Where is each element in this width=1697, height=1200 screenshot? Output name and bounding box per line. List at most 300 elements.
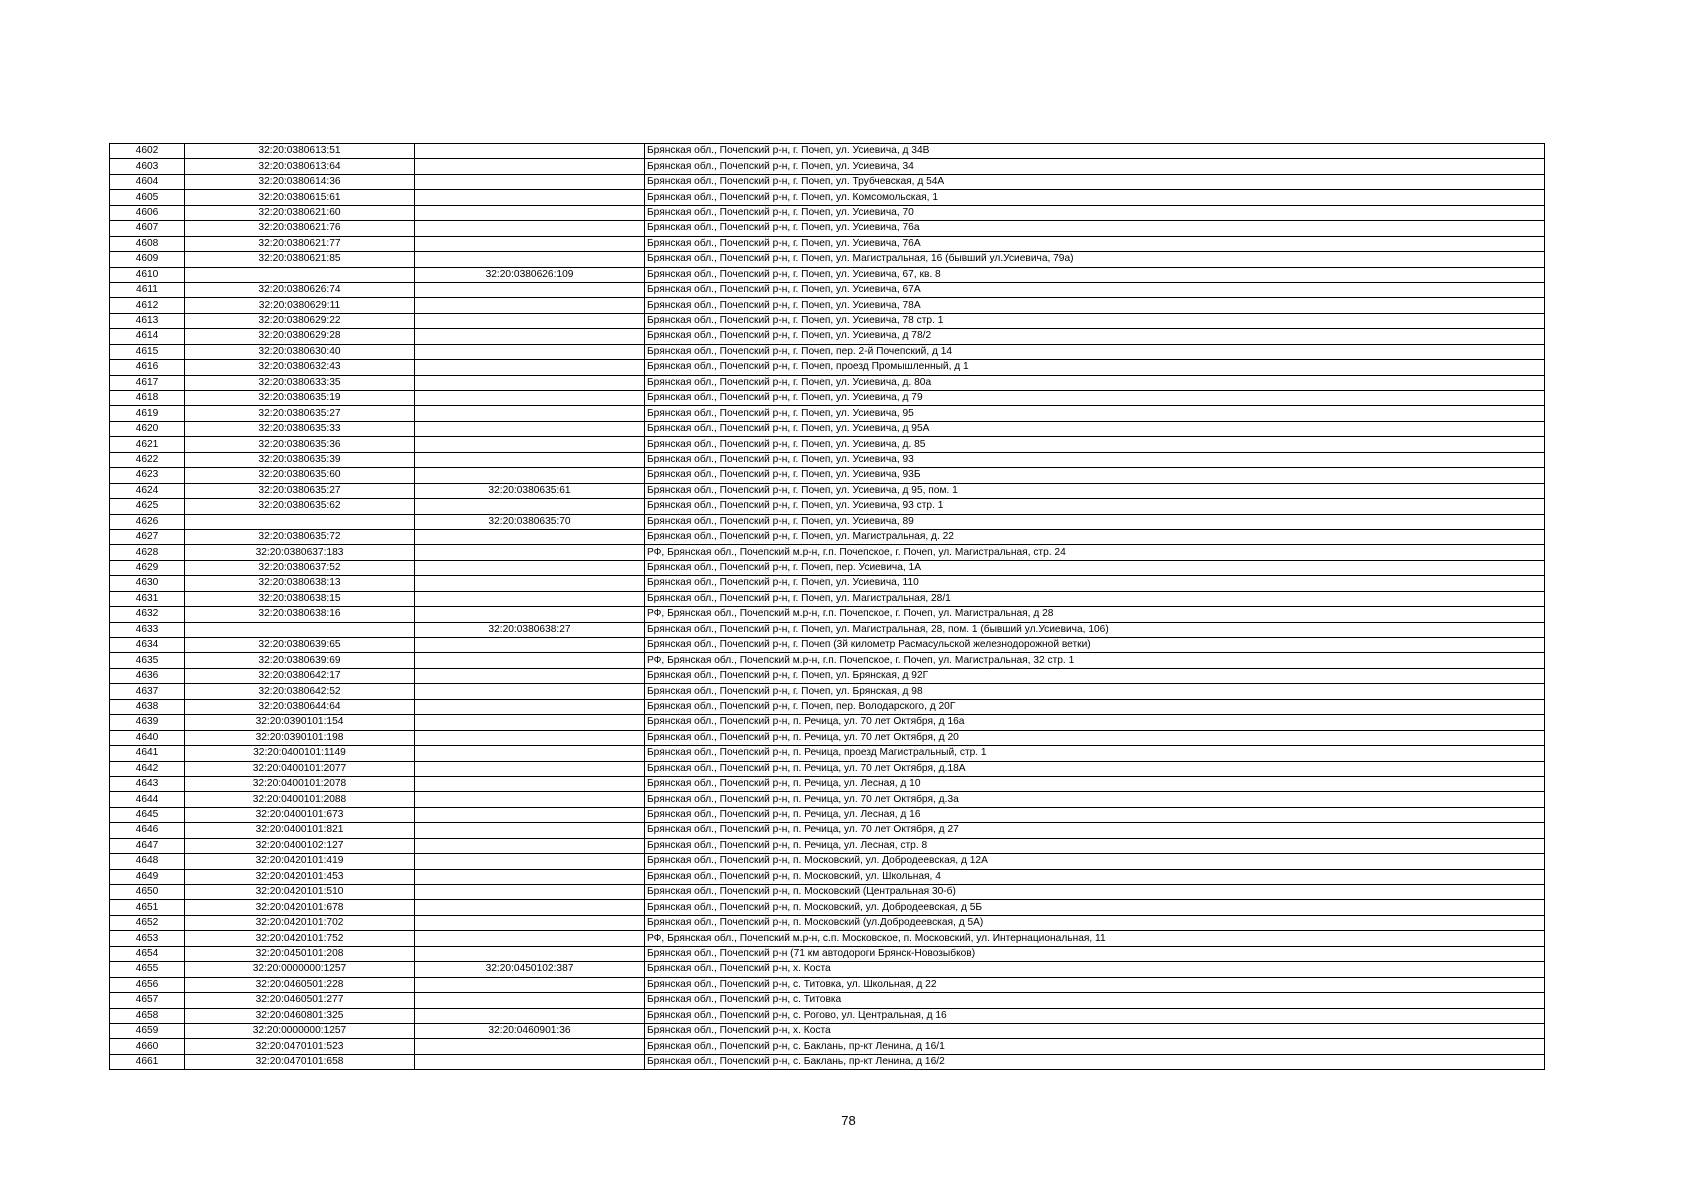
address-cell: РФ, Брянская обл., Почепский м.р-н, г.п. Почепское, г. Почеп, ул. Магистральная, 32 стр. 1: [645, 653, 1545, 668]
table-row: [110, 159, 1545, 174]
cadastral-number-cell: 32:20:0420101:752: [185, 931, 415, 946]
row-number-cell: 4645: [110, 807, 185, 822]
row-number-cell: 4610: [110, 267, 185, 282]
address-cell: Брянская обл., Почепский р-н, г. Почеп, проезд Промышленный, д 1: [645, 360, 1545, 375]
related-cadastral-number-cell: [415, 298, 645, 313]
table-row: [110, 776, 1545, 791]
row-number-cell: 4643: [110, 776, 185, 791]
address-cell: Брянская обл., Почепский р-н, х. Коста: [645, 1023, 1545, 1038]
row-number-cell: 4656: [110, 977, 185, 992]
row-number-cell: 4634: [110, 638, 185, 653]
table-row: [110, 668, 1545, 683]
related-cadastral-number-cell: [415, 360, 645, 375]
row-number-cell: 4613: [110, 313, 185, 328]
address-cell: Брянская обл., Почепский р-н, г. Почеп, ул. Усиевича, д 78/2: [645, 329, 1545, 344]
row-number-cell: 4652: [110, 915, 185, 930]
row-number-cell: 4631: [110, 591, 185, 606]
address-cell: Брянская обл., Почепский р-н, г. Почеп, пер. Усиевича, 1А: [645, 560, 1545, 575]
table-row: [110, 1023, 1545, 1038]
cadastral-number-cell: 32:20:0380614:36: [185, 174, 415, 189]
table-row: [110, 715, 1545, 730]
address-cell: Брянская обл., Почепский р-н, с. Баклань, пр-кт Ленина, д 16/2: [645, 1054, 1545, 1069]
related-cadastral-number-cell: [415, 591, 645, 606]
row-number-cell: 4617: [110, 375, 185, 390]
related-cadastral-number-cell: [415, 406, 645, 421]
cadastral-number-cell: 32:20:0460501:277: [185, 993, 415, 1008]
address-cell: Брянская обл., Почепский р-н, с. Титовка: [645, 993, 1545, 1008]
address-cell: Брянская обл., Почепский р-н, п. Речица, ул. 70 лет Октября, д 16а: [645, 715, 1545, 730]
row-number-cell: 4632: [110, 607, 185, 622]
address-cell: Брянская обл., Почепский р-н, г. Почеп, ул. Усиевича, д 34В: [645, 144, 1545, 159]
table-row: [110, 746, 1545, 761]
cadastral-number-cell: 32:20:0380639:65: [185, 638, 415, 653]
address-cell: Брянская обл., Почепский р-н, г. Почеп, ул. Усиевича, д 79: [645, 391, 1545, 406]
cadastral-number-cell: 32:20:0400101:2078: [185, 776, 415, 791]
address-cell: Брянская обл., Почепский р-н, г. Почеп, ул. Усиевича, 67, кв. 8: [645, 267, 1545, 282]
table-row: [110, 468, 1545, 483]
table-row: [110, 221, 1545, 236]
table-row: [110, 885, 1545, 900]
cadastral-number-cell: 32:20:0380629:11: [185, 298, 415, 313]
address-cell: Брянская обл., Почепский р-н, п. Речица, ул. 70 лет Октября, д 20: [645, 730, 1545, 745]
related-cadastral-number-cell: [415, 499, 645, 514]
row-number-cell: 4649: [110, 869, 185, 884]
address-cell: Брянская обл., Почепский р-н, п. Московский, ул. Добродеевская, д 5Б: [645, 900, 1545, 915]
table-row: [110, 174, 1545, 189]
cadastral-number-cell: 32:20:0400101:1149: [185, 746, 415, 761]
address-cell: Брянская обл., Почепский р-н, г. Почеп, ул. Усиевича, 76А: [645, 236, 1545, 251]
cadastral-number-cell: 32:20:0380635:36: [185, 437, 415, 452]
address-cell: Брянская обл., Почепский р-н, п. Речица, ул. Лесная, д 16: [645, 807, 1545, 822]
cadastral-number-cell: 32:20:0380635:19: [185, 391, 415, 406]
address-cell: Брянская обл., Почепский р-н, г. Почеп, ул. Усиевича, 70: [645, 205, 1545, 220]
cadastral-number-cell: 32:20:0380621:76: [185, 221, 415, 236]
address-cell: Брянская обл., Почепский р-н, г. Почеп, ул. Брянская, д 92Г: [645, 668, 1545, 683]
registry-table: [109, 143, 1545, 1070]
row-number-cell: 4615: [110, 344, 185, 359]
cadastral-number-cell: 32:20:0380635:27: [185, 406, 415, 421]
row-number-cell: 4636: [110, 668, 185, 683]
cadastral-number-cell: 32:20:0420101:678: [185, 900, 415, 915]
address-cell: Брянская обл., Почепский р-н, г. Почеп, ул. Усиевича, 93: [645, 452, 1545, 467]
row-number-cell: 4619: [110, 406, 185, 421]
related-cadastral-number-cell: [415, 638, 645, 653]
cadastral-number-cell: 32:20:0400102:127: [185, 838, 415, 853]
row-number-cell: 4605: [110, 190, 185, 205]
address-cell: Брянская обл., Почепский р-н, п. Московский (ул.Добродеевская, д 5А): [645, 915, 1545, 930]
related-cadastral-number-cell: [415, 252, 645, 267]
address-cell: Брянская обл., Почепский р-н, п. Речица, проезд Магистральный, стр. 1: [645, 746, 1545, 761]
table-row: [110, 792, 1545, 807]
related-cadastral-number-cell: [415, 159, 645, 174]
address-cell: Брянская обл., Почепский р-н, п. Московский (Центральная 30-б): [645, 885, 1545, 900]
related-cadastral-number-cell: [415, 344, 645, 359]
cadastral-number-cell: 32:20:0380635:27: [185, 483, 415, 498]
cadastral-number-cell: 32:20:0420101:453: [185, 869, 415, 884]
related-cadastral-number-cell: 32:20:0380626:109: [415, 267, 645, 282]
address-cell: Брянская обл., Почепский р-н, г. Почеп, ул. Магистральная, 28/1: [645, 591, 1545, 606]
related-cadastral-number-cell: [415, 545, 645, 560]
related-cadastral-number-cell: [415, 838, 645, 853]
table-row: [110, 252, 1545, 267]
related-cadastral-number-cell: [415, 653, 645, 668]
cadastral-number-cell: 32:20:0420101:419: [185, 854, 415, 869]
row-number-cell: 4641: [110, 746, 185, 761]
cadastral-number-cell: 32:20:0460801:325: [185, 1008, 415, 1023]
table-row: [110, 560, 1545, 575]
related-cadastral-number-cell: [415, 437, 645, 452]
row-number-cell: 4644: [110, 792, 185, 807]
row-number-cell: 4623: [110, 468, 185, 483]
cadastral-number-cell: 32:20:0380621:85: [185, 252, 415, 267]
row-number-cell: 4608: [110, 236, 185, 251]
row-number-cell: 4647: [110, 838, 185, 853]
address-cell: Брянская обл., Почепский р-н, г. Почеп, ул. Усиевича, 95: [645, 406, 1545, 421]
cadastral-number-cell: 32:20:0470101:658: [185, 1054, 415, 1069]
row-number-cell: 4621: [110, 437, 185, 452]
cadastral-number-cell: 32:20:0380613:64: [185, 159, 415, 174]
related-cadastral-number-cell: [415, 468, 645, 483]
related-cadastral-number-cell: 32:20:0380635:61: [415, 483, 645, 498]
address-cell: Брянская обл., Почепский р-н, г. Почеп, ул. Усиевича, 78А: [645, 298, 1545, 313]
address-cell: Брянская обл., Почепский р-н, г. Почеп, ул. Усиевича, д 95А: [645, 421, 1545, 436]
address-cell: Брянская обл., Почепский р-н, г. Почеп, ул. Усиевича, 34: [645, 159, 1545, 174]
related-cadastral-number-cell: [415, 452, 645, 467]
row-number-cell: 4614: [110, 329, 185, 344]
address-cell: РФ, Брянская обл., Почепский м.р-н, с.п. Московское, п. Московский, ул. Интернациональная, 11: [645, 931, 1545, 946]
cadastral-number-cell: 32:20:0400101:2077: [185, 761, 415, 776]
table-row: [110, 298, 1545, 313]
row-number-cell: 4648: [110, 854, 185, 869]
related-cadastral-number-cell: [415, 761, 645, 776]
table-row: [110, 375, 1545, 390]
table-row: [110, 236, 1545, 251]
address-cell: Брянская обл., Почепский р-н, п. Речица, ул. Лесная, стр. 8: [645, 838, 1545, 853]
related-cadastral-number-cell: [415, 560, 645, 575]
table-row: [110, 576, 1545, 591]
table-row: [110, 529, 1545, 544]
row-number-cell: 4612: [110, 298, 185, 313]
cadastral-number-cell: 32:20:0400101:2088: [185, 792, 415, 807]
related-cadastral-number-cell: [415, 313, 645, 328]
related-cadastral-number-cell: [415, 730, 645, 745]
related-cadastral-number-cell: [415, 776, 645, 791]
table-row: [110, 514, 1545, 529]
cadastral-number-cell: 32:20:0380635:72: [185, 529, 415, 544]
address-cell: Брянская обл., Почепский р-н, г. Почеп, ул. Усиевича, 93Б: [645, 468, 1545, 483]
cadastral-number-cell: 32:20:0380615:61: [185, 190, 415, 205]
row-number-cell: 4620: [110, 421, 185, 436]
table-row: [110, 452, 1545, 467]
address-cell: Брянская обл., Почепский р-н, с. Рогово, ул. Центральная, д 16: [645, 1008, 1545, 1023]
table-row: [110, 638, 1545, 653]
table-row: [110, 823, 1545, 838]
row-number-cell: 4637: [110, 684, 185, 699]
row-number-cell: 4628: [110, 545, 185, 560]
table-row: [110, 1008, 1545, 1023]
table-row: [110, 421, 1545, 436]
table-row: [110, 1039, 1545, 1054]
address-cell: Брянская обл., Почепский р-н (71 км автодороги Брянск-Новозыбков): [645, 946, 1545, 961]
row-number-cell: 4640: [110, 730, 185, 745]
related-cadastral-number-cell: [415, 668, 645, 683]
cadastral-number-cell: 32:20:0380629:28: [185, 329, 415, 344]
table-row: [110, 190, 1545, 205]
address-cell: Брянская обл., Почепский р-н, г. Почеп, ул. Магистральная, 28, пом. 1 (бывший ул.Усиевича, 106): [645, 622, 1545, 637]
row-number-cell: 4629: [110, 560, 185, 575]
address-cell: Брянская обл., Почепский р-н, х. Коста: [645, 962, 1545, 977]
row-number-cell: 4655: [110, 962, 185, 977]
related-cadastral-number-cell: [415, 144, 645, 159]
cadastral-number-cell: 32:20:0380638:15: [185, 591, 415, 606]
related-cadastral-number-cell: [415, 977, 645, 992]
related-cadastral-number-cell: [415, 699, 645, 714]
related-cadastral-number-cell: [415, 1039, 645, 1054]
cadastral-number-cell: 32:20:0380639:69: [185, 653, 415, 668]
table-row: [110, 144, 1545, 159]
registry-table-body: [110, 144, 1545, 1070]
table-row: [110, 607, 1545, 622]
table-row: [110, 282, 1545, 297]
address-cell: Брянская обл., Почепский р-н, п. Речица, ул. 70 лет Октября, д.3а: [645, 792, 1545, 807]
address-cell: Брянская обл., Почепский р-н, с. Титовка, ул. Школьная, д 22: [645, 977, 1545, 992]
related-cadastral-number-cell: [415, 1054, 645, 1069]
related-cadastral-number-cell: [415, 282, 645, 297]
address-cell: Брянская обл., Почепский р-н, г. Почеп, ул. Усиевича, д 95, пом. 1: [645, 483, 1545, 498]
cadastral-number-cell: 32:20:0380621:60: [185, 205, 415, 220]
table-row: [110, 962, 1545, 977]
table-row: [110, 406, 1545, 421]
related-cadastral-number-cell: [415, 576, 645, 591]
cadastral-number-cell: 32:20:0000000:1257: [185, 1023, 415, 1038]
address-cell: Брянская обл., Почепский р-н, г. Почеп, ул. Брянская, д 98: [645, 684, 1545, 699]
table-row: [110, 946, 1545, 961]
row-number-cell: 4635: [110, 653, 185, 668]
related-cadastral-number-cell: [415, 391, 645, 406]
row-number-cell: 4639: [110, 715, 185, 730]
table-row: [110, 313, 1545, 328]
table-row: [110, 591, 1545, 606]
cadastral-number-cell: 32:20:0380632:43: [185, 360, 415, 375]
row-number-cell: 4642: [110, 761, 185, 776]
cadastral-number-cell: [185, 514, 415, 529]
cadastral-number-cell: 32:20:0380635:62: [185, 499, 415, 514]
row-number-cell: 4653: [110, 931, 185, 946]
cadastral-number-cell: [185, 267, 415, 282]
related-cadastral-number-cell: [415, 807, 645, 822]
related-cadastral-number-cell: [415, 993, 645, 1008]
address-cell: Брянская обл., Почепский р-н, г. Почеп, ул. Усиевича, д. 80а: [645, 375, 1545, 390]
table-row: [110, 807, 1545, 822]
table-row: [110, 622, 1545, 637]
address-cell: Брянская обл., Почепский р-н, г. Почеп, ул. Усиевича, д. 85: [645, 437, 1545, 452]
cadastral-number-cell: 32:20:0380633:35: [185, 375, 415, 390]
table-row: [110, 653, 1545, 668]
address-cell: Брянская обл., Почепский р-н, п. Речица, ул. Лесная, д 10: [645, 776, 1545, 791]
table-row: [110, 344, 1545, 359]
row-number-cell: 4604: [110, 174, 185, 189]
address-cell: Брянская обл., Почепский р-н, г. Почеп, ул. Усиевича, 78 стр. 1: [645, 313, 1545, 328]
related-cadastral-number-cell: [415, 854, 645, 869]
cadastral-number-cell: 32:20:0460501:228: [185, 977, 415, 992]
page-number: 78: [841, 1113, 856, 1128]
address-cell: Брянская обл., Почепский р-н, г. Почеп (3й километр Расмасульской железнодорожной ветки): [645, 638, 1545, 653]
related-cadastral-number-cell: 32:20:0460901:36: [415, 1023, 645, 1038]
related-cadastral-number-cell: [415, 529, 645, 544]
row-number-cell: 4650: [110, 885, 185, 900]
address-cell: Брянская обл., Почепский р-н, г. Почеп, пер. 2-й Почепский, д 14: [645, 344, 1545, 359]
address-cell: Брянская обл., Почепский р-н, г. Почеп, пер. Володарского, д 20Г: [645, 699, 1545, 714]
address-cell: Брянская обл., Почепский р-н, г. Почеп, ул. Усиевича, 93 стр. 1: [645, 499, 1545, 514]
table-row: [110, 730, 1545, 745]
table-row: [110, 684, 1545, 699]
row-number-cell: 4633: [110, 622, 185, 637]
address-cell: Брянская обл., Почепский р-н, г. Почеп, ул. Усиевича, 76а: [645, 221, 1545, 236]
address-cell: Брянская обл., Почепский р-н, п. Московский, ул. Школьная, 4: [645, 869, 1545, 884]
cadastral-number-cell: 32:20:0400101:821: [185, 823, 415, 838]
table-row: [110, 437, 1545, 452]
cadastral-number-cell: 32:20:0380635:60: [185, 468, 415, 483]
related-cadastral-number-cell: [415, 684, 645, 699]
table-row: [110, 869, 1545, 884]
cadastral-number-cell: 32:20:0420101:510: [185, 885, 415, 900]
table-row: [110, 267, 1545, 282]
row-number-cell: 4654: [110, 946, 185, 961]
table-row: [110, 854, 1545, 869]
table-row: [110, 900, 1545, 915]
row-number-cell: 4603: [110, 159, 185, 174]
related-cadastral-number-cell: [415, 174, 645, 189]
address-cell: Брянская обл., Почепский р-н, с. Баклань, пр-кт Ленина, д 16/1: [645, 1039, 1545, 1054]
related-cadastral-number-cell: [415, 375, 645, 390]
related-cadastral-number-cell: [415, 329, 645, 344]
related-cadastral-number-cell: [415, 946, 645, 961]
related-cadastral-number-cell: 32:20:0380635:70: [415, 514, 645, 529]
table-row: [110, 761, 1545, 776]
table-row: [110, 993, 1545, 1008]
table-row: [110, 931, 1545, 946]
cadastral-number-cell: 32:20:0380613:51: [185, 144, 415, 159]
table-row: [110, 329, 1545, 344]
related-cadastral-number-cell: [415, 931, 645, 946]
related-cadastral-number-cell: [415, 607, 645, 622]
related-cadastral-number-cell: 32:20:0450102:387: [415, 962, 645, 977]
address-cell: Брянская обл., Почепский р-н, г. Почеп, ул. Магистральная, 16 (бывший ул.Усиевича, 79а): [645, 252, 1545, 267]
cadastral-number-cell: [185, 622, 415, 637]
cadastral-number-cell: 32:20:0000000:1257: [185, 962, 415, 977]
row-number-cell: 4607: [110, 221, 185, 236]
table-row: [110, 483, 1545, 498]
row-number-cell: 4660: [110, 1039, 185, 1054]
cadastral-number-cell: 32:20:0470101:523: [185, 1039, 415, 1054]
cadastral-number-cell: 32:20:0380644:64: [185, 699, 415, 714]
table-row: [110, 205, 1545, 220]
cadastral-number-cell: 32:20:0400101:673: [185, 807, 415, 822]
related-cadastral-number-cell: [415, 900, 645, 915]
table-row: [110, 699, 1545, 714]
cadastral-number-cell: 32:20:0380635:33: [185, 421, 415, 436]
cadastral-number-cell: 32:20:0380642:52: [185, 684, 415, 699]
address-cell: РФ, Брянская обл., Почепский м.р-н, г.п. Почепское, г. Почеп, ул. Магистральная, д 28: [645, 607, 1545, 622]
related-cadastral-number-cell: [415, 885, 645, 900]
address-cell: Брянская обл., Почепский р-н, г. Почеп, ул. Усиевича, 67А: [645, 282, 1545, 297]
row-number-cell: 4626: [110, 514, 185, 529]
row-number-cell: 4622: [110, 452, 185, 467]
row-number-cell: 4651: [110, 900, 185, 915]
row-number-cell: 4658: [110, 1008, 185, 1023]
address-cell: Брянская обл., Почепский р-н, г. Почеп, ул. Усиевича, 89: [645, 514, 1545, 529]
related-cadastral-number-cell: [415, 715, 645, 730]
table-row: [110, 1054, 1545, 1069]
related-cadastral-number-cell: [415, 792, 645, 807]
table-row: [110, 499, 1545, 514]
row-number-cell: 4609: [110, 252, 185, 267]
table-row: [110, 915, 1545, 930]
table-row: [110, 360, 1545, 375]
related-cadastral-number-cell: [415, 190, 645, 205]
row-number-cell: 4616: [110, 360, 185, 375]
related-cadastral-number-cell: [415, 746, 645, 761]
related-cadastral-number-cell: [415, 869, 645, 884]
related-cadastral-number-cell: [415, 221, 645, 236]
row-number-cell: 4638: [110, 699, 185, 714]
table-row: [110, 391, 1545, 406]
row-number-cell: 4611: [110, 282, 185, 297]
related-cadastral-number-cell: 32:20:0380638:27: [415, 622, 645, 637]
address-cell: Брянская обл., Почепский р-н, г. Почеп, ул. Трубчевская, д 54А: [645, 174, 1545, 189]
row-number-cell: 4625: [110, 499, 185, 514]
row-number-cell: 4602: [110, 144, 185, 159]
cadastral-number-cell: 32:20:0450101:208: [185, 946, 415, 961]
cadastral-number-cell: 32:20:0390101:154: [185, 715, 415, 730]
cadastral-number-cell: 32:20:0380638:13: [185, 576, 415, 591]
address-cell: Брянская обл., Почепский р-н, п. Речица, ул. 70 лет Октября, д.18А: [645, 761, 1545, 776]
row-number-cell: 4630: [110, 576, 185, 591]
related-cadastral-number-cell: [415, 205, 645, 220]
related-cadastral-number-cell: [415, 1008, 645, 1023]
cadastral-number-cell: 32:20:0380630:40: [185, 344, 415, 359]
address-cell: Брянская обл., Почепский р-н, г. Почеп, ул. Магистральная, д. 22: [645, 529, 1545, 544]
row-number-cell: 4627: [110, 529, 185, 544]
table-row: [110, 545, 1545, 560]
address-cell: Брянская обл., Почепский р-н, п. Московский, ул. Добродеевская, д 12А: [645, 854, 1545, 869]
cadastral-number-cell: 32:20:0380637:183: [185, 545, 415, 560]
table-row: [110, 838, 1545, 853]
cadastral-number-cell: 32:20:0380629:22: [185, 313, 415, 328]
related-cadastral-number-cell: [415, 915, 645, 930]
table-row: [110, 977, 1545, 992]
cadastral-number-cell: 32:20:0380637:52: [185, 560, 415, 575]
related-cadastral-number-cell: [415, 236, 645, 251]
address-cell: РФ, Брянская обл., Почепский м.р-н, г.п. Почепское, г. Почеп, ул. Магистральная, стр. 24: [645, 545, 1545, 560]
address-cell: Брянская обл., Почепский р-н, г. Почеп, ул. Усиевича, 110: [645, 576, 1545, 591]
address-cell: Брянская обл., Почепский р-н, п. Речица, ул. 70 лет Октября, д 27: [645, 823, 1545, 838]
row-number-cell: 4618: [110, 391, 185, 406]
address-cell: Брянская обл., Почепский р-н, г. Почеп, ул. Комсомольская, 1: [645, 190, 1545, 205]
cadastral-number-cell: 32:20:0380626:74: [185, 282, 415, 297]
related-cadastral-number-cell: [415, 823, 645, 838]
cadastral-number-cell: 32:20:0380638:16: [185, 607, 415, 622]
row-number-cell: 4624: [110, 483, 185, 498]
row-number-cell: 4657: [110, 993, 185, 1008]
row-number-cell: 4659: [110, 1023, 185, 1038]
cadastral-number-cell: 32:20:0380635:39: [185, 452, 415, 467]
row-number-cell: 4646: [110, 823, 185, 838]
cadastral-number-cell: 32:20:0380642:17: [185, 668, 415, 683]
row-number-cell: 4661: [110, 1054, 185, 1069]
related-cadastral-number-cell: [415, 421, 645, 436]
row-number-cell: 4606: [110, 205, 185, 220]
